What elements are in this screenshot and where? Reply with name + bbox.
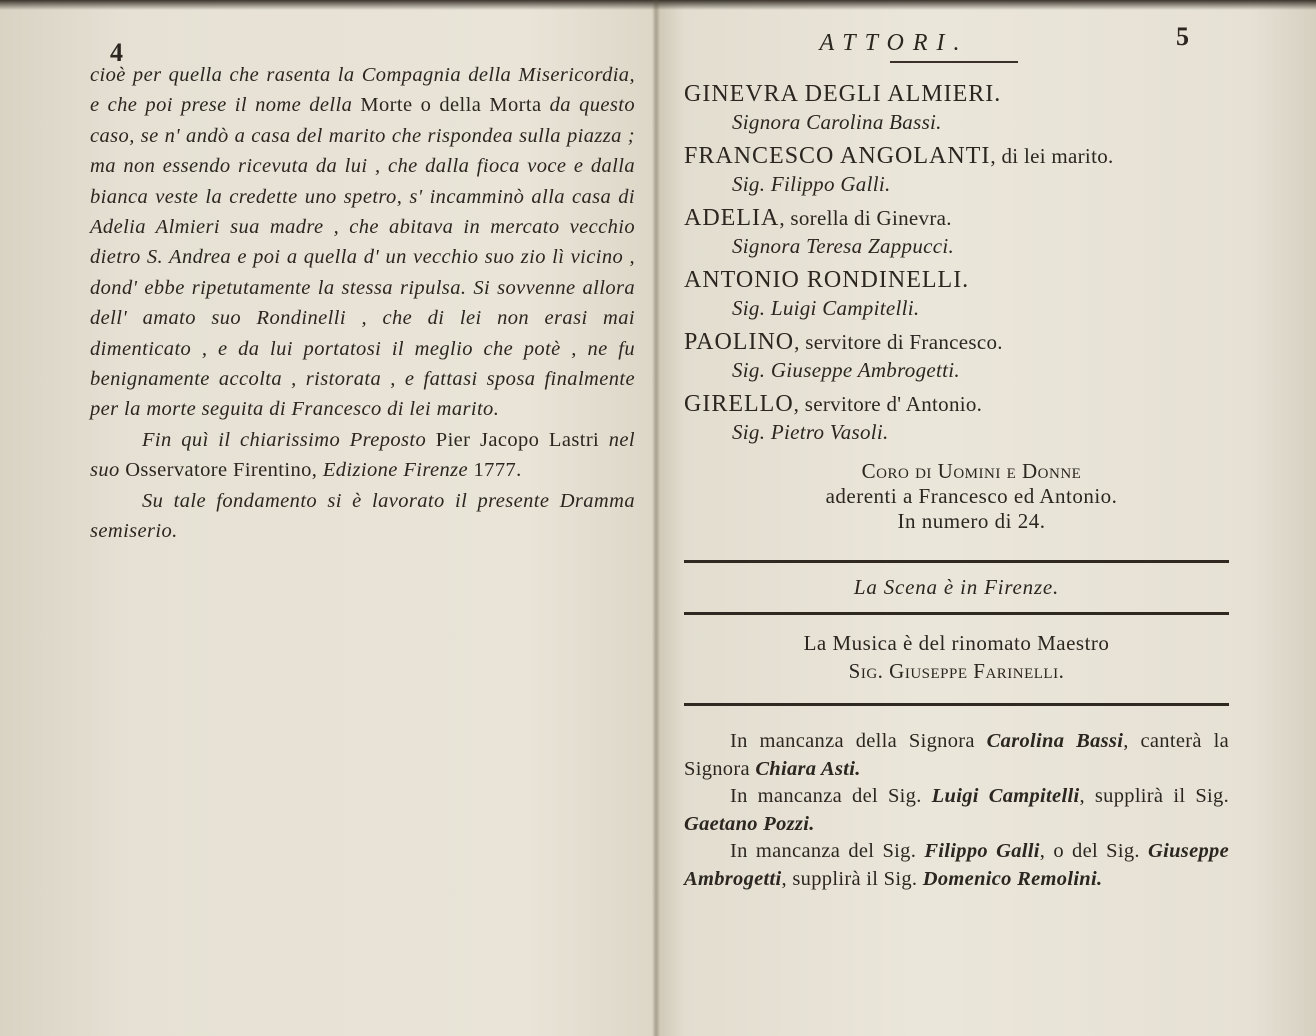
text-run: da questo caso xyxy=(90,94,636,147)
text-run: 1777. xyxy=(473,459,522,482)
role-name: GINEVRA DEGLI ALMIERI. xyxy=(684,81,1002,107)
substitution-note xyxy=(684,728,1229,783)
singer-name: Chiara Asti. xyxy=(755,757,861,780)
role-singer: Signora Carolina Bassi. xyxy=(732,110,942,134)
left-page xyxy=(90,40,635,547)
left-page-number: 4 xyxy=(110,38,123,67)
cast-role xyxy=(684,391,1229,418)
cast-role xyxy=(684,81,1229,108)
text-run: cioè per xyxy=(90,64,169,86)
text-run: Preposto xyxy=(349,428,436,451)
role-description: , servitore d' Antonio. xyxy=(793,392,983,416)
role-singer: Sig. Pietro Vasoli. xyxy=(732,420,889,444)
chorus-block xyxy=(714,459,1229,534)
singer-name: Carolina Bassi xyxy=(986,730,1124,752)
substitution-notes xyxy=(684,728,1229,893)
role-singer: Sig. Filippo Galli. xyxy=(732,172,891,196)
text-run: , e che poi prese il nome della xyxy=(90,64,635,117)
right-page-number: 5 xyxy=(1176,22,1189,51)
text-run: Morte o della Morta xyxy=(360,94,550,117)
music-credit xyxy=(684,629,1229,685)
divider-rule-3 xyxy=(684,703,1229,706)
scene-line: La Scena è in Firenze. xyxy=(853,575,1060,599)
note-text: In mancanza della Signora xyxy=(730,730,987,752)
role-description: , servitore di Francesco. xyxy=(794,330,1003,354)
note-text: , canterà la Signora xyxy=(684,730,1230,780)
note-text: In mancanza del Sig. xyxy=(730,840,925,862)
role-name: PAOLINO xyxy=(684,329,795,355)
role-name: FRANCESCO ANGOLANTI xyxy=(684,143,991,169)
left-paragraph-2 xyxy=(90,425,635,486)
cast-role xyxy=(684,267,1229,294)
text-run: Fin quì il chiarissimo xyxy=(142,428,350,451)
substitution-note xyxy=(684,783,1229,838)
singer-name: Luigi Campitelli xyxy=(931,785,1080,807)
text-run: Edizione Firenze xyxy=(322,459,474,482)
role-name: GIRELLO xyxy=(684,391,794,417)
note-text: , o del Sig. xyxy=(1039,840,1148,862)
note-text: , supplirà il Sig. xyxy=(1079,785,1230,807)
cast-role xyxy=(684,205,1229,232)
cast-list xyxy=(684,81,1229,445)
cast-role xyxy=(684,329,1229,356)
music-credit-line-2: Sig. Giuseppe Farinelli. xyxy=(848,659,1065,683)
chorus-line-1: Coro di Uomini e Donne xyxy=(861,459,1082,483)
role-name: ADELIA xyxy=(684,205,780,231)
text-run: nel suo xyxy=(90,428,635,482)
role-singer: Sig. Giuseppe Ambrogetti. xyxy=(732,358,960,382)
note-text: , supplirà il Sig. xyxy=(781,867,923,890)
text-run: Pier Jacopo Lastri xyxy=(435,428,609,451)
divider-rule-2 xyxy=(684,612,1229,615)
singer-name: Giuseppe Ambrogetti xyxy=(684,840,1229,890)
music-credit-line-1: La Musica è del rinomato Maestro xyxy=(803,631,1110,655)
chorus-line-3: In numero di 24. xyxy=(897,509,1046,533)
role-description: , di lei marito. xyxy=(990,144,1114,168)
chorus-line-2: aderenti a Francesco ed Antonio. xyxy=(825,484,1118,508)
left-paragraph-3: Su tale fondamento si è lavorato il presente Dramma semiserio. xyxy=(90,489,635,543)
cast-heading: ATTORI. xyxy=(819,30,969,56)
role-singer: Sig. Luigi Campitelli. xyxy=(732,296,920,320)
singer-name: Gaetano Pozzi. xyxy=(684,812,815,835)
text-run: Osservatore Firentino, xyxy=(125,459,323,482)
left-paragraph-1 xyxy=(90,60,635,425)
book-gutter xyxy=(652,0,660,1036)
singer-name: Domenico Remolini. xyxy=(922,867,1103,890)
divider-rule-1 xyxy=(684,560,1229,563)
text-run: , se n' andò a casa del marito che rispondea sulla piazza ; ma non essendo ricevuta da lui , che dalla fioca voce e dalla bianca veste la credette uno spetro, s' incamminò alla casa di Adelia Almieri sua madre , che abitava in mercato vecchio dietro S. Andrea e poi a quella d' un vecchio suo zio lì vicino , dond' ebbe ripetutamente la stessa ripulsa. Si sovvenne allora dell' amato suo Rondinelli , che di lei non erasi mai dimenticato , e da lui portatosi il meglio che potè , ne fu benignamente accolta , ristorata , e fattasi sposa finalmente per la morte seguita di Francesco di lei marito. xyxy=(90,124,635,421)
text-run: quella che rasenta la Compagnia della Misericordia xyxy=(168,64,630,86)
role-singer: Signora Teresa Zappucci. xyxy=(732,234,955,258)
singer-name: Filippo Galli xyxy=(924,840,1040,862)
right-page xyxy=(684,30,1229,893)
substitution-note xyxy=(684,838,1229,893)
role-name: ANTONIO RONDINELLI. xyxy=(684,267,970,293)
cast-role xyxy=(684,143,1229,170)
heading-rule xyxy=(890,61,1018,63)
note-text: In mancanza del Sig. xyxy=(730,785,932,807)
role-description: , sorella di Ginevra. xyxy=(779,206,952,230)
